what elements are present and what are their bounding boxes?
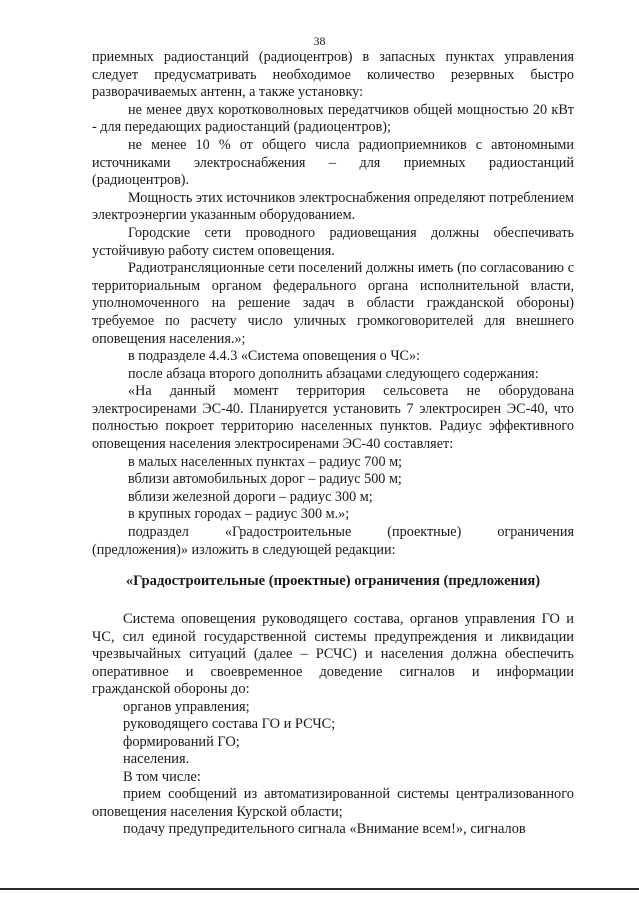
list-item: формирований ГО;: [123, 733, 240, 750]
paragraph: подачу предупредительного сигнала «Внимание всем!», сигналов: [123, 821, 526, 837]
list-item: вблизи железной дороги – радиус 300 м;: [128, 488, 373, 505]
paragraph: В том числе:: [123, 768, 201, 785]
paragraph: прием сообщений из автоматизированной системы централизованного оповещения населения Курской области;: [92, 786, 574, 820]
paragraph: Радиотрансляционные сети поселений должны иметь (по согласованию с территориальным органом федерального органа исполнительной власти, уполномоченного на решение задач в области гражданской обороны) требуемое по расчету число уличных громкоговорителей для внешнего оповещения населения.»;: [92, 260, 574, 347]
paragraph: не менее двух коротковолновых передатчиков общей мощностью 20 кВт - для передающих радиостанций (радиоцентров);: [92, 101, 574, 136]
list-item: вблизи автомобильных дорог – радиус 500 м;: [128, 471, 402, 488]
page-number: 38: [313, 34, 326, 48]
document-body-upper: [92, 49, 574, 559]
paragraph: Мощность этих источников электроснабжения определяют потреблением электроэнергии указанным оборудованием.: [92, 189, 575, 224]
section-heading: «Градостроительные (проектные) ограничения (предложения): [125, 573, 541, 589]
paragraph: не менее 10 % от общего числа радиоприемников с автономными источниками электроснабжения – для приемных радиостанций (радиоцентров).: [92, 136, 574, 189]
document-body-lower: [92, 611, 574, 839]
list-item: руководящего состава ГО и РСЧС;: [123, 716, 336, 732]
bottom-rule: [0, 888, 639, 890]
paragraph: Система оповещения руководящего состава, органов управления ГО и ЧС, сил единой государственной системы предупреждения и ликвидации чрезвычайных ситуаций (далее – РСЧС) и населения должна обеспечить оперативное и своевременное доведение сигналов и информации гражданской обороны до:: [92, 611, 574, 697]
list-item: населения.: [123, 751, 190, 767]
paragraph: Городские сети проводного радиовещания должны обеспечивать устойчивую работу систем оповещения.: [92, 224, 574, 259]
list-item: в крупных городах – радиус 300 м.»;: [128, 506, 350, 523]
paragraph: в подразделе 4.4.3 «Система оповещения о ЧС»:: [128, 348, 421, 365]
paragraph: приемных радиостанций (радиоцентров) в запасных пунктах управления следует предусматривать необходимое количество резервных быстро разворачиваемых антенн, а также установку:: [92, 49, 574, 101]
list-item: в малых населенных пунктах – радиус 700 м;: [128, 453, 403, 470]
paragraph: «На данный момент территория сельсовета не оборудована электросиренами ЭС-40. Планируется установить 7 электросирен ЭС-40, что полностью покроет территорию населенных пунктов. Радиус эффективного оповещения населения электросиренами ЭС-40 составляет:: [92, 383, 574, 453]
paragraph: подраздел «Градостроительные (проектные) ограничения (предложения)» изложить в следующей редакции:: [92, 524, 574, 558]
paragraph: после абзаца второго дополнить абзацами следующего содержания:: [128, 365, 539, 382]
list-item: органов управления;: [123, 698, 250, 715]
